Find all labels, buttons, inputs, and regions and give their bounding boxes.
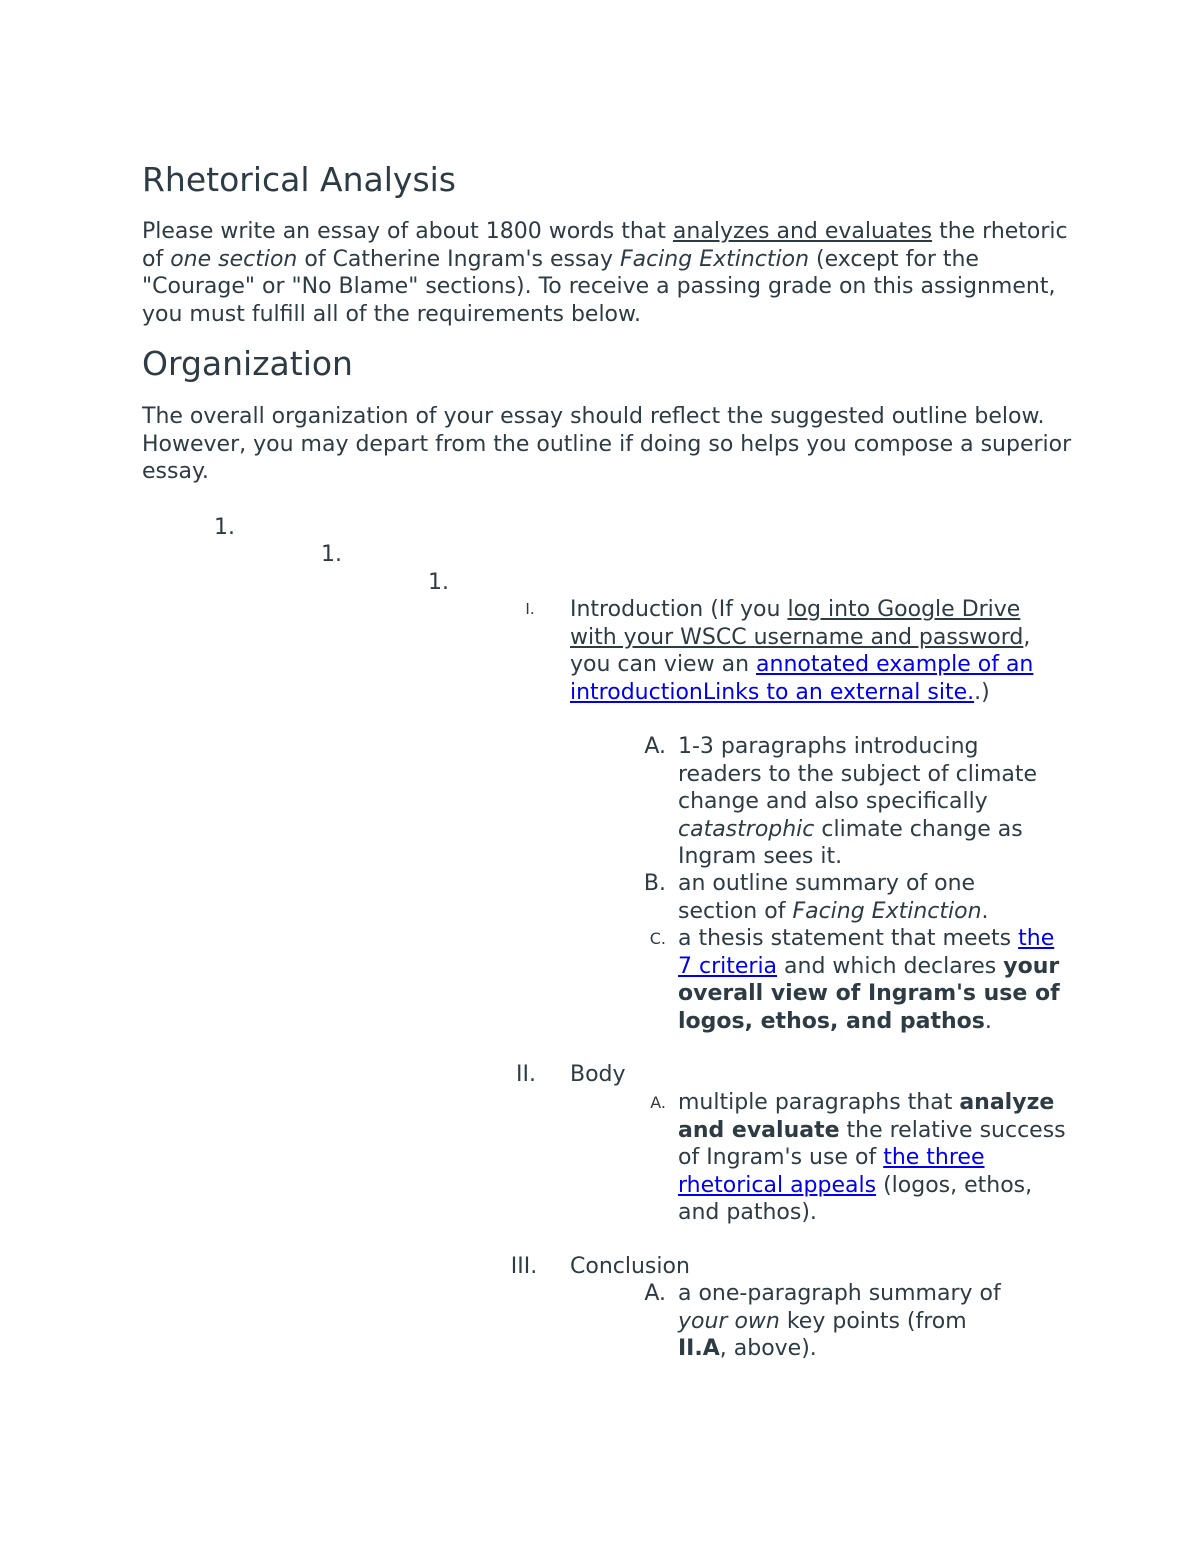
annotated-example-link[interactable]: annotated example of an introductionLinks to an external site. [570,652,1034,705]
intro-text: the rhetoric of [142,219,1068,272]
organization-heading: Organization [142,344,353,383]
intro-text: Please write an essay of about 1800 words that [142,219,673,244]
seven-criteria-link[interactable]: the 7 criteria [678,926,1055,979]
italic-phrase: catastrophic [678,816,815,842]
document-title: Rhetorical Analysis [142,160,456,199]
outline-text: climate change as Ingram sees it. [678,816,1023,869]
outline-subitem-body-a [678,1089,1066,1227]
intro-text: (except for the "Courage" or "No Blame" sections). To receive a passing grade on this assignment, you must fulfill all of the requirements below. [142,246,1056,327]
empty-list-marker: 1. [428,570,449,595]
outline-marker-c: C. [649,929,666,948]
outline-item-body: Body [570,1062,626,1087]
bold-phrase: II.A [678,1336,720,1361]
organization-paragraph: The overall organization of your essay should reflect the suggested outline below. However, you may depart from the outline if doing so helps you compose a superior essay. [142,404,1072,484]
outline-text: . [984,1008,992,1034]
outline-text: key points (from [779,1308,967,1334]
drive-login-link[interactable]: log into Google Drive with your WSCC username and password [570,597,1024,650]
intro-text: of Catherine Ingram's essay [297,246,620,272]
outline-subitem-b [678,870,1018,925]
empty-list-marker: 1. [214,515,235,540]
outline-label: Introduction (If you [570,597,788,622]
outline-marker-intro: I. [525,600,535,618]
underlined-phrase: analyzes and evaluates [672,219,933,244]
outline-marker-conclusion: III. [510,1254,538,1279]
outline-marker-a: A. [644,734,666,759]
outline-item-introduction [570,596,1060,706]
outline-text: an outline summary of one section of [678,871,976,924]
empty-list-marker: 1. [321,542,342,567]
italic-phrase: one section [170,246,298,272]
outline-text: and which declares [777,953,1004,979]
outline-text: a one-paragraph summary of [678,1281,1001,1306]
outline-text: 1-3 paragraphs introducing readers to the subject of climate change and also specifically [678,734,1038,814]
outline-subitem-c [678,925,1062,1035]
italic-phrase: your own [678,1308,780,1334]
outline-marker-conclusion-a: A. [644,1281,666,1306]
outline-text: , above). [719,1336,817,1361]
outline-text: multiple paragraphs that [678,1090,960,1115]
intro-paragraph [142,218,1072,328]
outline-text: , you can view an [570,624,1031,677]
italic-phrase: Facing Extinction [792,898,982,924]
outline-marker-body-a: A. [650,1093,666,1112]
outline-text: .) [974,679,990,705]
outline-subitem-conclusion-a [678,1280,1008,1363]
italic-phrase: Facing Extinction [619,246,810,272]
outline-marker-body: II. [516,1062,536,1087]
outline-item-conclusion: Conclusion [570,1254,690,1279]
outline-marker-b: B. [643,871,666,896]
rhetorical-appeals-link[interactable]: the three rhetorical appeals [678,1145,985,1198]
bold-phrase: analyze and evaluate [678,1090,1055,1143]
outline-subitem-a [678,733,1066,871]
bold-phrase: your overall view of Ingram's use of logos, ethos, and pathos [678,953,1060,1034]
outline-text: a thesis statement that meets [678,926,1019,951]
outline-text: . [981,898,989,924]
outline-text: (logos, ethos, and pathos). [678,1172,1033,1225]
outline-text: the relative success of Ingram's use of [678,1117,1066,1170]
